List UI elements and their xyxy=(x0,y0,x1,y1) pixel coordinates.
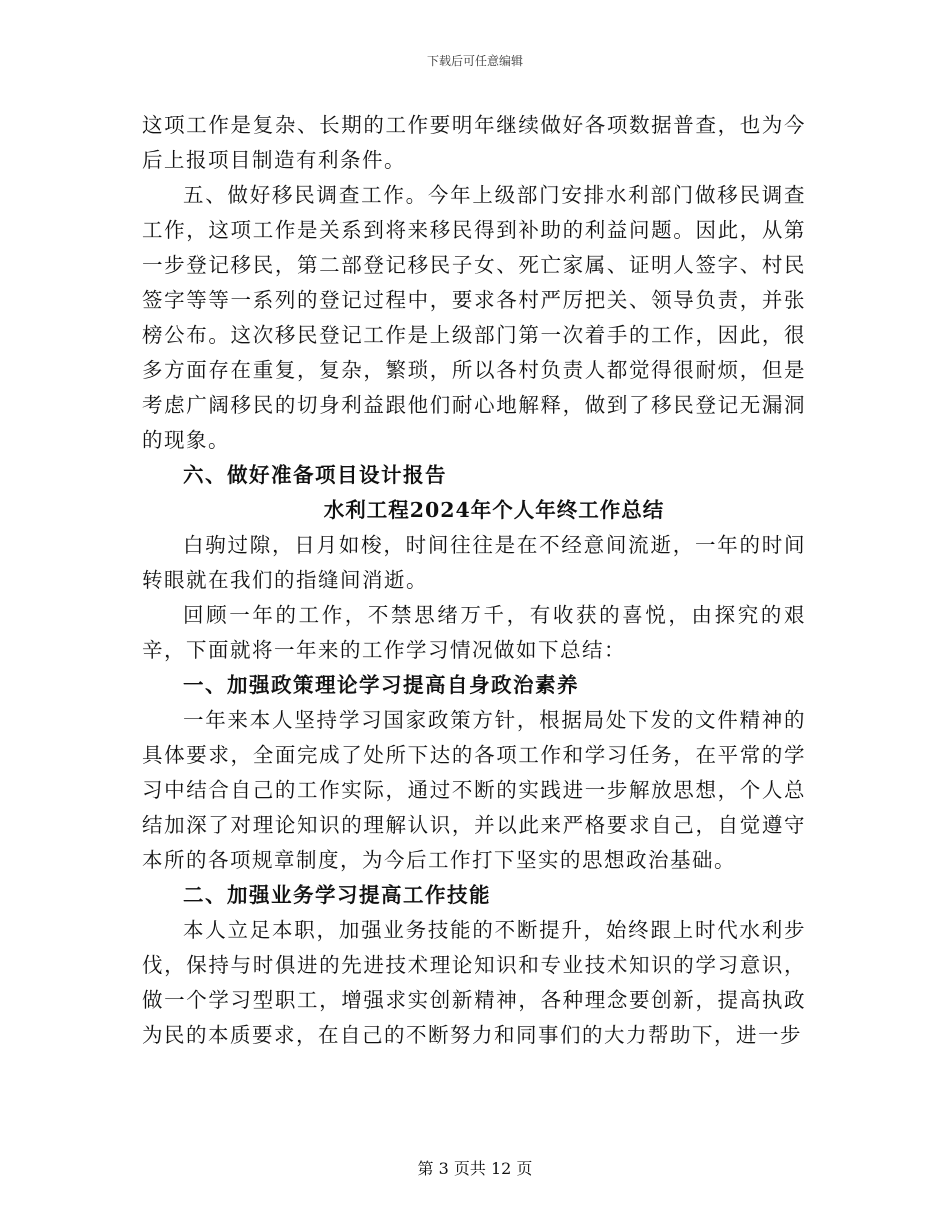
paragraph: 五、做好移民调查工作。今年上级部门安排水利部门做移民调查工作，这项工作是关系到将来移民得到补助的利益问题。因此，从第一步登记移民，第二部登记移民子女、死亡家属、证明人签字、村民签字等等一系列的登记过程中，要求各村严厉把关、领导负责，并张榜公布。这次移民登记工作是上级部门第一次着手的工作，因此，很多方面存在重复，复杂，繁琐，所以各村负责人都觉得很耐烦，但是考虑广阔移民的切身利益跟他们耐心地解释，做到了移民登记无漏洞的现象。 xyxy=(142,183,806,452)
page-footer: 第 3 页共 12 页 xyxy=(417,1159,533,1178)
paragraph: 一年来本人坚持学习国家政策方针，根据局处下发的文件精神的具体要求，全面完成了处所下达的各项工作和学习任务，在平常的学习中结合自己的工作实际，通过不断的实践进一步解放思想，个人总结加深了对理论知识的理解认识，并以此来严格要求自己，自觉遵守本所的各项规章制度，为今后工作打下坚实的思想政治基础。 xyxy=(142,708,806,872)
section-heading: 二、加强业务学习提高工作技能 xyxy=(183,883,491,907)
paragraph: 本人立足本职，加强业务技能的不断提升，始终跟上时代水利步伐，保持与时俱进的先进技术理论知识和专业技术知识的学习意识，做一个学习型职工，增强求实创新精神，各种理念要创新，提高执政为民的本质要求，在自己的不断努力和同事们的大力帮助下，进一步 xyxy=(142,918,806,1047)
paragraph: 回顾一年的工作，不禁思绪万千，有收获的喜悦，由探究的艰辛，下面就将一年来的工作学习情况做如下总结： xyxy=(142,603,806,662)
section-heading: 六、做好准备项目设计报告 xyxy=(183,463,447,487)
paragraph: 白驹过隙，日月如梭，时间往往是在不经意间流逝，一年的时间转眼就在我们的指缝间消逝。 xyxy=(142,533,806,592)
paragraph: 这项工作是复杂、长期的工作要明年继续做好各项数据普查，也为今后上报项目制造有利条件。 xyxy=(142,113,806,172)
document-title: 水利工程2024年个人年终工作总结 xyxy=(323,498,665,522)
section-heading: 一、加强政策理论学习提高自身政治素养 xyxy=(183,673,579,697)
page-header: 下载后可任意编辑 xyxy=(426,54,523,68)
document-body xyxy=(142,108,806,1053)
